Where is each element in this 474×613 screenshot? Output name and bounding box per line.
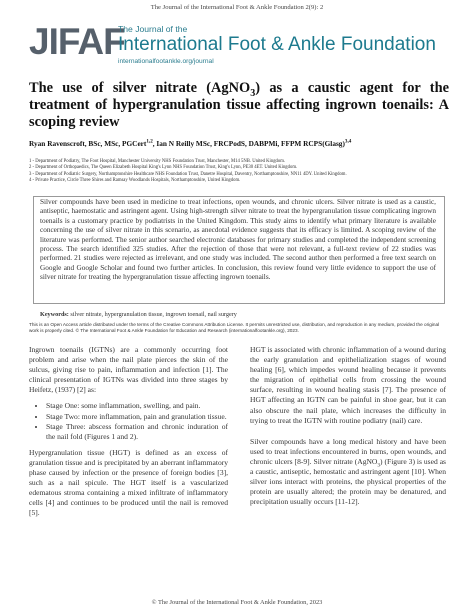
- affiliation-4: 4 - Private Practice, Circle Three Shires and Ramsay Woodlands Hospitals, Northamptonshire, United Kingdom.: [29, 178, 241, 184]
- affiliation-3: 3 - Department of Podiatric Surgery, Northamptonshire Healthcare NHS Foundation Trust, Danetre Hospital, Daventry, Northamptonshire, NN11 4DY. United Kingdom.: [29, 171, 347, 177]
- author-2: , Ian N Reilly MSc, FRCPodS, DABPMi, FFPM RCPS(Glasg): [152, 139, 345, 148]
- author-line: [29, 139, 449, 148]
- logo-foundation-name: International Foot & Ankle Foundation: [118, 34, 436, 55]
- author-1: Ryan Ravenscroft, BSc, MSc, PGCert: [29, 139, 147, 148]
- paragraph-gap: [250, 426, 446, 437]
- license-notice: This is an Open Access article distributed under the terms of the Creative Commons Attribution License. It permits unrestricted use, distribution, and reproduction in any medium, provided the original work is properly cited. © The International Foot & Ankle Foundation for Education and Research (internationalfootankle.org), 2023.: [29, 322, 440, 334]
- stage-item: • Stage Three: abscess formation and chronic induration of the nail fold (Figures 1 and 2).: [46, 422, 228, 442]
- article-title: [29, 80, 449, 131]
- body-right-column: [250, 345, 446, 507]
- stage-list: [29, 401, 228, 441]
- author-2-affil: 3,4: [344, 138, 352, 145]
- stage-item: • Stage One: some inflammation, swelling, and pain.: [46, 401, 228, 411]
- silver-subscript: 3: [377, 462, 381, 469]
- page-footer: © The Journal of the International Foot & Ankle Foundation, 2023: [151, 599, 323, 606]
- title-part1: The use of silver nitrate (AgNO: [29, 80, 251, 96]
- title-subscript: 3: [250, 87, 256, 99]
- keywords-text: silver nitrate, hypergranulation tissue, ingrown toenail, nail surgery: [68, 311, 237, 318]
- author-1-affil: 1,2: [146, 138, 153, 145]
- affiliations: [29, 159, 449, 185]
- keywords-label: Keywords:: [40, 311, 69, 318]
- logo-url: internationalfootankle.org/journal: [118, 58, 214, 65]
- stage-item: • Stage Two: more inflammation, pain and granulation tissue.: [46, 412, 228, 422]
- logo-mark: JIFAF: [29, 21, 125, 62]
- affiliation-1: 1 - Department of Podiatry, The Foot Hospital, Manchester University NHS Foundation Trust, Manchester, M14 5NB. United Kingdom.: [29, 159, 286, 164]
- paragraph-hgt-inflammation: HGT is associated with chronic inflammation of a wound during the early granulation and epithelialization stages of wound healing [6], which impedes wound healing because it prevents the migration of epithelial cells from crossing the wound surface, resulting in wound healing stasis [7]. The presence of HGT affecting an IGTN can be painful in shoe gear, but it can also obscure the nail plate, which increases the difficulty in trying to treat the IGTN with routine podiatry (nail) care.: [250, 345, 446, 425]
- body-left-column: [29, 345, 228, 519]
- keywords: [40, 311, 440, 318]
- title-part2: ) as a caustic agent for the treatment of hypergranulation tissue affecting ingrown toenails: A scoping review: [29, 80, 449, 130]
- running-header: The Journal of the International Foot & Ankle Foundation 2(9): 2: [150, 4, 324, 11]
- silver-text-after: ) (Figure 3) is used as a caustic, antiseptic, hemostatic and astringent agent [10]. When silver ions interact with proteins, the physical properties of the protein are usually altered; the protein may be denatured, and precipitation usually occurs [11-12].: [250, 456, 446, 507]
- logo-journal-of-the: The Journal of the: [118, 24, 188, 34]
- affiliation-2: 2 - Department of Orthopaedics, The Queen Elizabeth Hospital King's Lynn NHS Foundation Trust, King's Lynn, PE30 4ET. United Kingdom.: [29, 165, 298, 171]
- abstract-text: Silver compounds have been used in medicine to treat infections, open wounds, and chronic ulcers. Silver nitrate is used as a caustic, antiseptic, haemostatic and astringent agent. Using high-strength silver nitrate to treat the hypergranulation tissue complicating ingrown toenails is a customary practice by podiatrists in the United Kingdom. This study aims to identify what primary literature is available concerning the use of silver nitrate in this scenario, as anecdotal evidence suggests that its efficacy is limited. A scoping review of the literature was performed. The senior author searched electronic databases for primary studies and completed the independent screening process. The search identified 325 studies. After the rejection of those that were not relevant, a full-text review of 22 studies was performed. 21 studies were rejected as irrelevant, and one study was included. The second author then performed a free text search on Google and Google Scholar and found two further articles. In conclusion, this review found very little evidence to support the use of silver nitrate for treating the hypergranulation tissue affecting ingrown toenails.: [40, 198, 436, 282]
- silver-text-before: Silver compounds have a long medical history and have been used to treat infections encountered in burns, open wounds, and chronic ulcers [8-9]. Silver nitrate (AgNO: [250, 436, 446, 466]
- paragraph-igtn-intro: Ingrown toenails (IGTNs) are a commonly occurring foot problem and arise when the nail plate pierces the skin of the sulcus, giving rise to pain, inflammation and infection [1]. The clinical presentation of IGTNs was divided into three stages by Heifetz, (1937) [2] as:: [29, 345, 228, 395]
- journal-logo: [29, 22, 449, 70]
- paragraph-silver-compounds: [250, 437, 446, 508]
- paragraph-hgt-definition: Hypergranulation tissue (HGT) is defined as an excess of granulation tissue and is precipitated by an aberrant inflammatory phase caused by infection or the presence of foreign bodies [3], such as a nail spicule. The HGT itself is a vascularized edematous stroma containing a mixed infiltrate of inflammatory cells [4] and continues to be produced until the nail is removed [5].: [29, 447, 228, 518]
